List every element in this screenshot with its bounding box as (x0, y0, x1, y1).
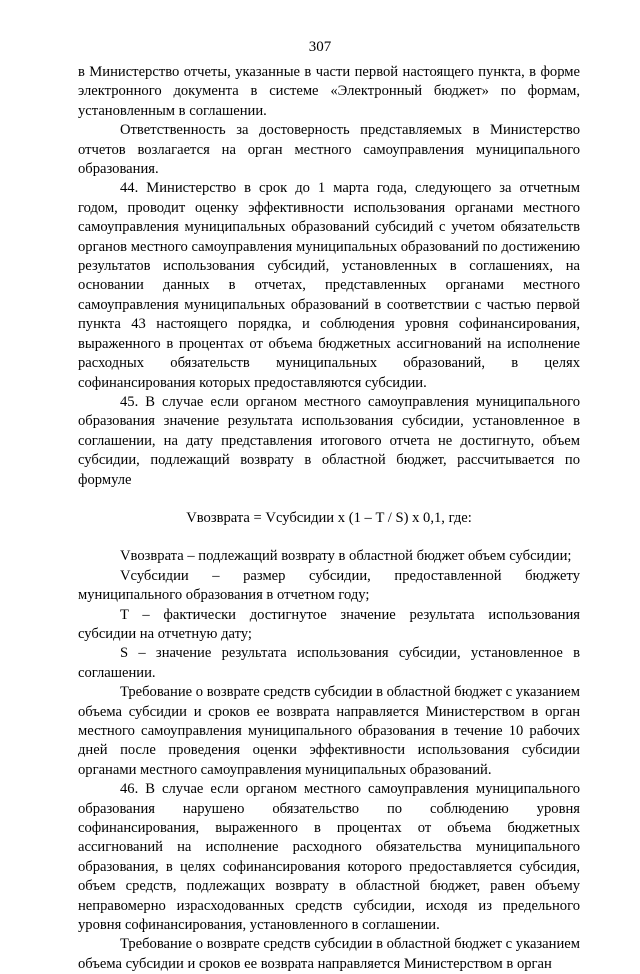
page-number: 307 (308, 39, 332, 55)
formula-term-s: S – значение результата использования субсидии, установленное в соглашении. (78, 645, 580, 681)
formula-term-t: T – фактически достигнутое значение результата использования субсидии на отчетную дату; (78, 606, 580, 642)
paragraph-item-46: 46. В случае если органом местного самоуправления муниципального образования нарушено обязательство по соблюдению уровня софинансирования, выраженного в процентах от объема бюджетных ассигнований на исполнение расходного обязательства муниципального образования, в целях софинансирования которого предоставляется субсидия, объем средств, подлежащих возврату в областной бюджет, равен объему неправомерно израсходованных средств субсидии, исходя из предельного уровня софинансирования, установленного в соглашении. (78, 781, 580, 934)
paragraph-item-45: 45. В случае если органом местного самоуправления муниципального образования значение результата использования субсидии, установленное в соглашении, на дату представления итогового отчета не достигнуто, объем субсидии, подлежащий возврату в областной бюджет, рассчитывается по формуле (78, 393, 580, 488)
paragraph-return-requirement-2: Требование о возврате средств субсидии в областной бюджет с указанием объема субсидии и сроков ее возврата направляется Министерством в орган (78, 936, 580, 972)
return-formula: Vвозврата = Vсубсидии х (1 – T / S) х 0,1, где: (186, 509, 472, 526)
formula-term-v-subsidy: Vсубсидии – размер субсидии, предоставленной бюджету муниципального образования в отчетном году; (78, 567, 580, 604)
document-body (78, 63, 580, 974)
paragraph-return-requirement: Требование о возврате средств субсидии в областной бюджет с указанием объема субсидии и сроков ее возврата направляется Министерством в орган местного самоуправления муниципального образования в течение 10 рабочих дней после проведения оценки эффективности использования субсидии органами местного самоуправления муниципальных образований. (78, 684, 580, 778)
paragraph-reports-submission: в Министерство отчеты, указанные в части первой настоящего пункта, в форме электронного документа в системе «Электронный бюджет» по формам, установленным в соглашении. (78, 64, 580, 119)
paragraph-item-44: 44. Министерство в срок до 1 марта года, следующего за отчетным годом, проводит оценку эффективности использования органами местного самоуправления муниципальных образований субсидий с учетом обязательств органов местного самоуправления муниципальных образований по достижению результатов использования субсидий, установленных в соглашениях, на основании данных в отчетах, представленных органами местного самоуправления муниципальных образований в соответствии с частью первой пункта 43 настоящего порядка, и соблюдения уровня софинансирования, выраженного в процентах от объема бюджетных ассигнований на исполнение расходных обязательств муниципальных образований, в целях софинансирования которых предоставляются субсидии. (78, 180, 580, 391)
formula-term-v-return: Vвозврата – подлежащий возврату в областной бюджет объем субсидии; (120, 548, 572, 565)
paragraph-responsibility: Ответственность за достоверность представляемых в Министерство отчетов возлагается на орган местного самоуправления муниципального образования. (78, 122, 580, 178)
